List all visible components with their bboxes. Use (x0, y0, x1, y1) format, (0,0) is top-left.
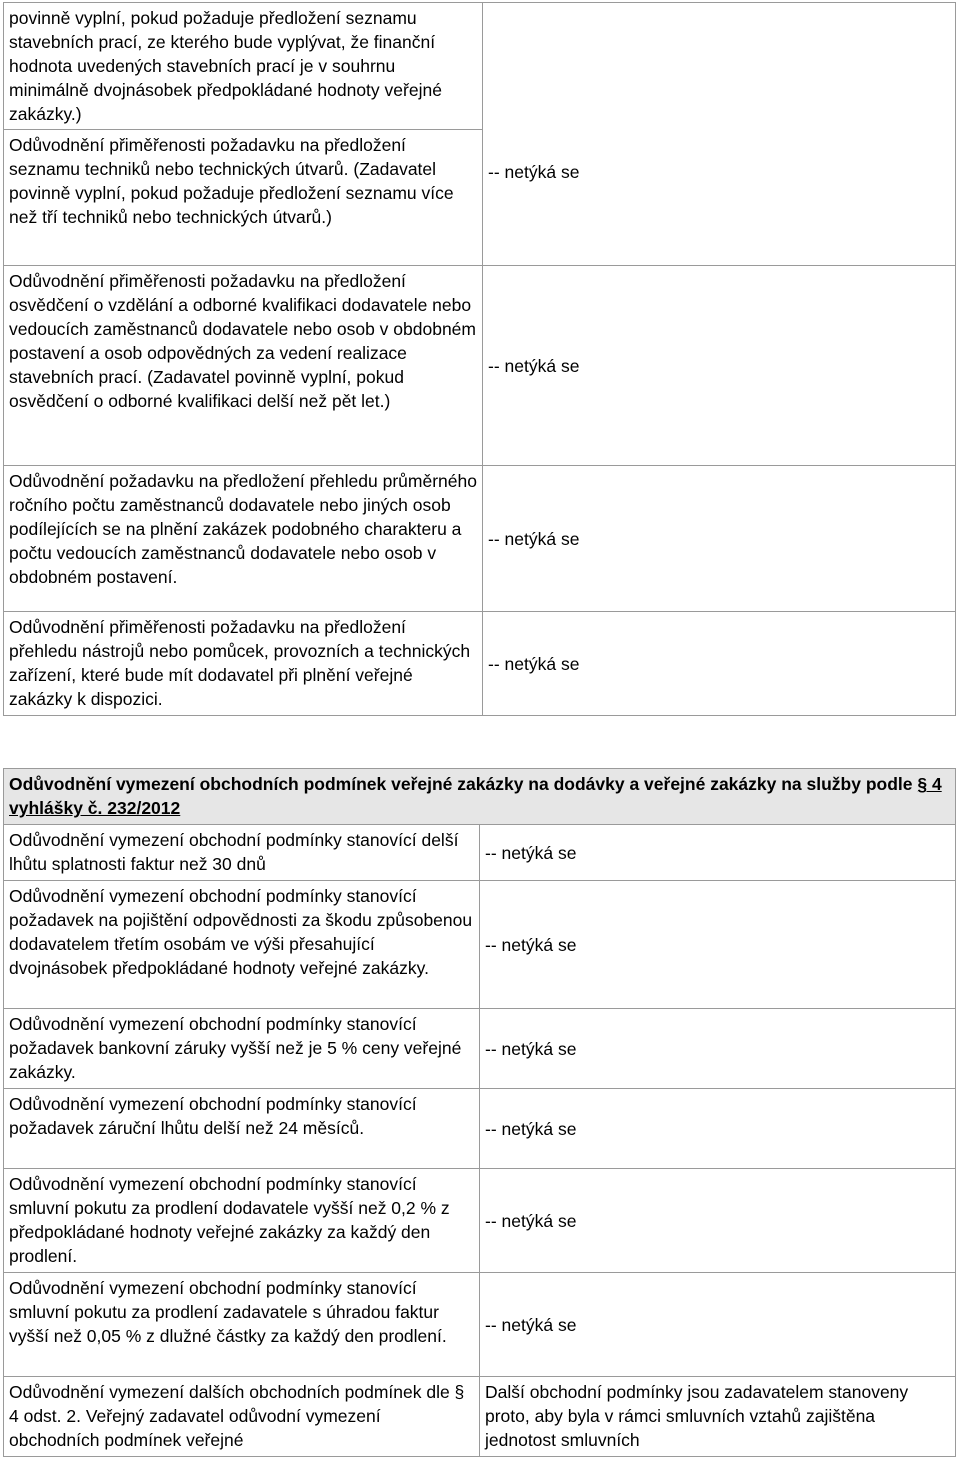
table-cell: -- netýká se (480, 825, 956, 881)
table-cell: -- netýká se (483, 612, 956, 716)
section-reference: § 4 vyhlášky č. 232/2012 (9, 774, 942, 818)
table-cell: -- netýká se (483, 3, 956, 266)
justification-table-commercial-terms (3, 768, 956, 1457)
justification-table-qualification (3, 2, 956, 716)
table-cell: Odůvodnění vymezení obchodní podmínky stanovící smluvní pokutu za prodlení dodavatele vyšší než 0,2 % z předpokládané hodnoty veřejné zakázky za každý den prodlení. (4, 1169, 480, 1273)
table-cell: -- netýká se (480, 1169, 956, 1273)
table-cell: Další obchodní podmínky jsou zadavatelem stanoveny proto, aby byla v rámci smluvních vztahů zajištěna jednotost smluvních (480, 1377, 956, 1457)
table-cell: Odůvodnění vymezení obchodní podmínky stanovící delší lhůtu splatnosti faktur než 30 dnů (4, 825, 480, 881)
table-cell: Odůvodnění požadavku na předložení přehledu průměrného ročního počtu zaměstnanců dodavatele nebo jiných osob podílejících se na plnění zakázek podobného charakteru a počtu vedoucích zaměstnanců dodavatele nebo osob v obdobném postavení. (4, 466, 483, 612)
table-cell: -- netýká se (483, 266, 956, 466)
table-cell: -- netýká se (480, 1273, 956, 1377)
section-heading (4, 769, 956, 825)
table-cell: Odůvodnění vymezení obchodní podmínky stanovící požadavek záruční lhůtu delší než 24 měsíců. (4, 1089, 480, 1169)
table-cell: Odůvodnění přiměřenosti požadavku na předložení seznamu techniků nebo technických útvarů. (Zadavatel povinně vyplní, pokud požaduje předložení seznamu více než tří techniků nebo technických útvarů.) (4, 130, 483, 266)
table-cell: Odůvodnění vymezení obchodní podmínky stanovící požadavek bankovní záruky vyšší než je 5 % ceny veřejné zakázky. (4, 1009, 480, 1089)
table-cell: Odůvodnění přiměřenosti požadavku na předložení přehledu nástrojů nebo pomůcek, provozních a technických zařízení, které bude mít dodavatel při plnění veřejné zakázky k dispozici. (4, 612, 483, 716)
table-cell: Odůvodnění vymezení obchodní podmínky stanovící smluvní pokutu za prodlení zadavatele s úhradou faktur vyšší než 0,05 % z dlužné částky za každý den prodlení. (4, 1273, 480, 1377)
table-cell: -- netýká se (483, 466, 956, 612)
table-cell: Odůvodnění přiměřenosti požadavku na předložení osvědčení o vzdělání a odborné kvalifikaci dodavatele nebo vedoucích zaměstnanců dodavatele nebo osob v obdobném postavení a osob odpovědných za vedení realizace stavebních prací. (Zadavatel povinně vyplní, pokud osvědčení o odborné kvalifikaci delší než pět let.) (4, 266, 483, 466)
table-cell: -- netýká se (480, 1009, 956, 1089)
table-cell: -- netýká se (480, 881, 956, 1009)
table-cell: Odůvodnění vymezení obchodní podmínky stanovící požadavek na pojištění odpovědnosti za škodu způsobenou dodavatelem třetím osobám ve výši přesahující dvojnásobek předpokládané hodnoty veřejné zakázky. (4, 881, 480, 1009)
table-cell: povinně vyplní, pokud požaduje předložení seznamu stavebních prací, ze kterého bude vyplývat, že finanční hodnota uvedených stavebních prací je v souhrnu minimálně dvojnásobek předpokládané hodnoty veřejné zakázky.) (4, 3, 483, 130)
table-cell: -- netýká se (480, 1089, 956, 1169)
section-heading-text: Odůvodnění vymezení obchodních podmínek veřejné zakázky na dodávky a veřejné zakázky na služby podle (9, 774, 918, 794)
table-cell: Odůvodnění vymezení dalších obchodních podmínek dle § 4 odst. 2. Veřejný zadavatel odůvodní vymezení obchodních podmínek veřejné (4, 1377, 480, 1457)
